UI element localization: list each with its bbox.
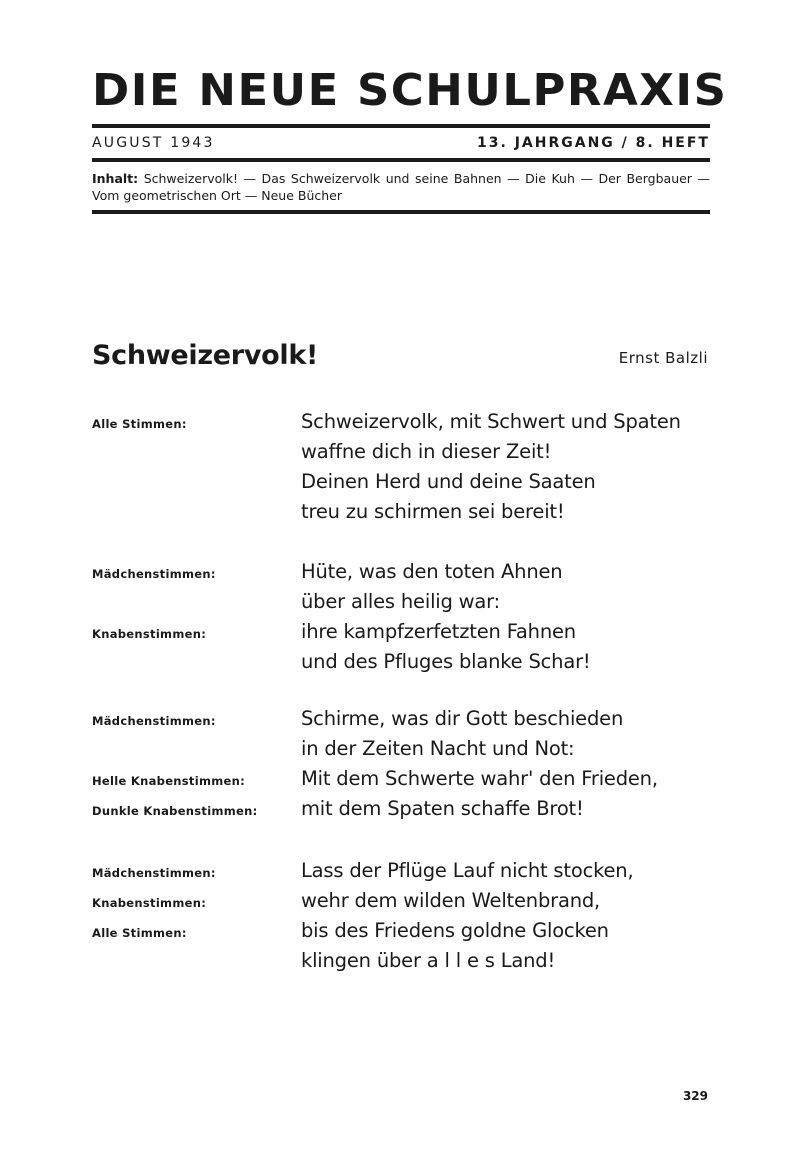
verse-line <box>92 408 710 438</box>
voice-label: Helle Knabenstimmen: <box>92 774 246 788</box>
poem-title: Schweizervolk! <box>92 340 318 371</box>
issue-date: AUGUST 1943 <box>92 135 215 151</box>
verse-text: waffne dich in dieser Zeit! <box>301 440 552 463</box>
voice-label: Mädchenstimmen: <box>92 866 216 880</box>
verse-text: Schirme, was dir Gott beschieden <box>301 707 624 730</box>
masthead-rule-bottom <box>92 210 710 214</box>
verse-line <box>92 498 710 528</box>
verse-line <box>92 735 710 765</box>
voice-label: Knabenstimmen: <box>92 627 207 641</box>
masthead-rule-top <box>92 124 710 128</box>
masthead <box>92 65 728 116</box>
verse-text: Deinen Herd und deine Saaten <box>301 470 596 493</box>
verse-line <box>92 887 710 917</box>
verse-text: Mit dem Schwerte wahr' den Frieden, <box>301 767 658 790</box>
journal-title: DIE NEUE SCHULPRAXIS <box>92 65 728 116</box>
verse-line <box>92 588 710 618</box>
page-number: 329 <box>682 1089 708 1103</box>
stanza-2 <box>92 558 710 678</box>
verse-text: klingen über a l l e s Land! <box>301 949 556 972</box>
contents-text: Schweizervolk! — Das Schweizervolk und seine Bahnen — Die Kuh — Der Bergbauer — Vom geometrischen Ort — Neue Bücher <box>92 171 710 203</box>
verse-line <box>92 705 710 735</box>
verse-text: Lass der Pflüge Lauf nicht stocken, <box>301 859 634 882</box>
voice-label: Mädchenstimmen: <box>92 714 216 728</box>
verse-line <box>92 648 710 678</box>
voice-label: Knabenstimmen: <box>92 896 207 910</box>
stanza-4 <box>92 857 710 977</box>
issue-info-row <box>92 134 710 152</box>
verse-text: über alles heilig war: <box>301 590 501 613</box>
verse-text: mit dem Spaten schaffe Brot! <box>301 797 584 820</box>
stanza-3 <box>92 705 710 825</box>
verse-line <box>92 947 710 977</box>
verse-line <box>92 917 710 947</box>
voice-label: Alle Stimmen: <box>92 926 187 940</box>
voice-label: Dunkle Knabenstimmen: <box>92 804 258 818</box>
voice-label: Mädchenstimmen: <box>92 567 216 581</box>
verse-line <box>92 468 710 498</box>
masthead-rule-middle <box>92 158 710 162</box>
verse-text: und des Pfluges blanke Schar! <box>301 650 591 673</box>
voice-label: Alle Stimmen: <box>92 417 187 431</box>
contents-label: Inhalt: <box>92 171 139 186</box>
verse-text: Schweizervolk, mit Schwert und Spaten <box>301 410 681 433</box>
poem-author: Ernst Balzli <box>618 349 708 367</box>
issue-volume: 13. JAHRGANG / 8. HEFT <box>477 135 710 151</box>
stanza-1 <box>92 408 710 528</box>
verse-line <box>92 618 710 648</box>
verse-text: treu zu schirmen sei bereit! <box>301 500 565 523</box>
verse-text: in der Zeiten Nacht und Not: <box>301 737 575 760</box>
verse-text: Hüte, was den toten Ahnen <box>301 560 563 583</box>
verse-line <box>92 558 710 588</box>
verse-text: ihre kampfzerfetzten Fahnen <box>301 620 576 643</box>
verse-line <box>92 438 710 468</box>
verse-line <box>92 765 710 795</box>
verse-line <box>92 857 710 887</box>
verse-line <box>92 795 710 825</box>
verse-text: bis des Friedens goldne Glocken <box>301 919 609 942</box>
verse-text: wehr dem wilden Weltenbrand, <box>301 889 601 912</box>
table-of-contents <box>92 170 710 204</box>
